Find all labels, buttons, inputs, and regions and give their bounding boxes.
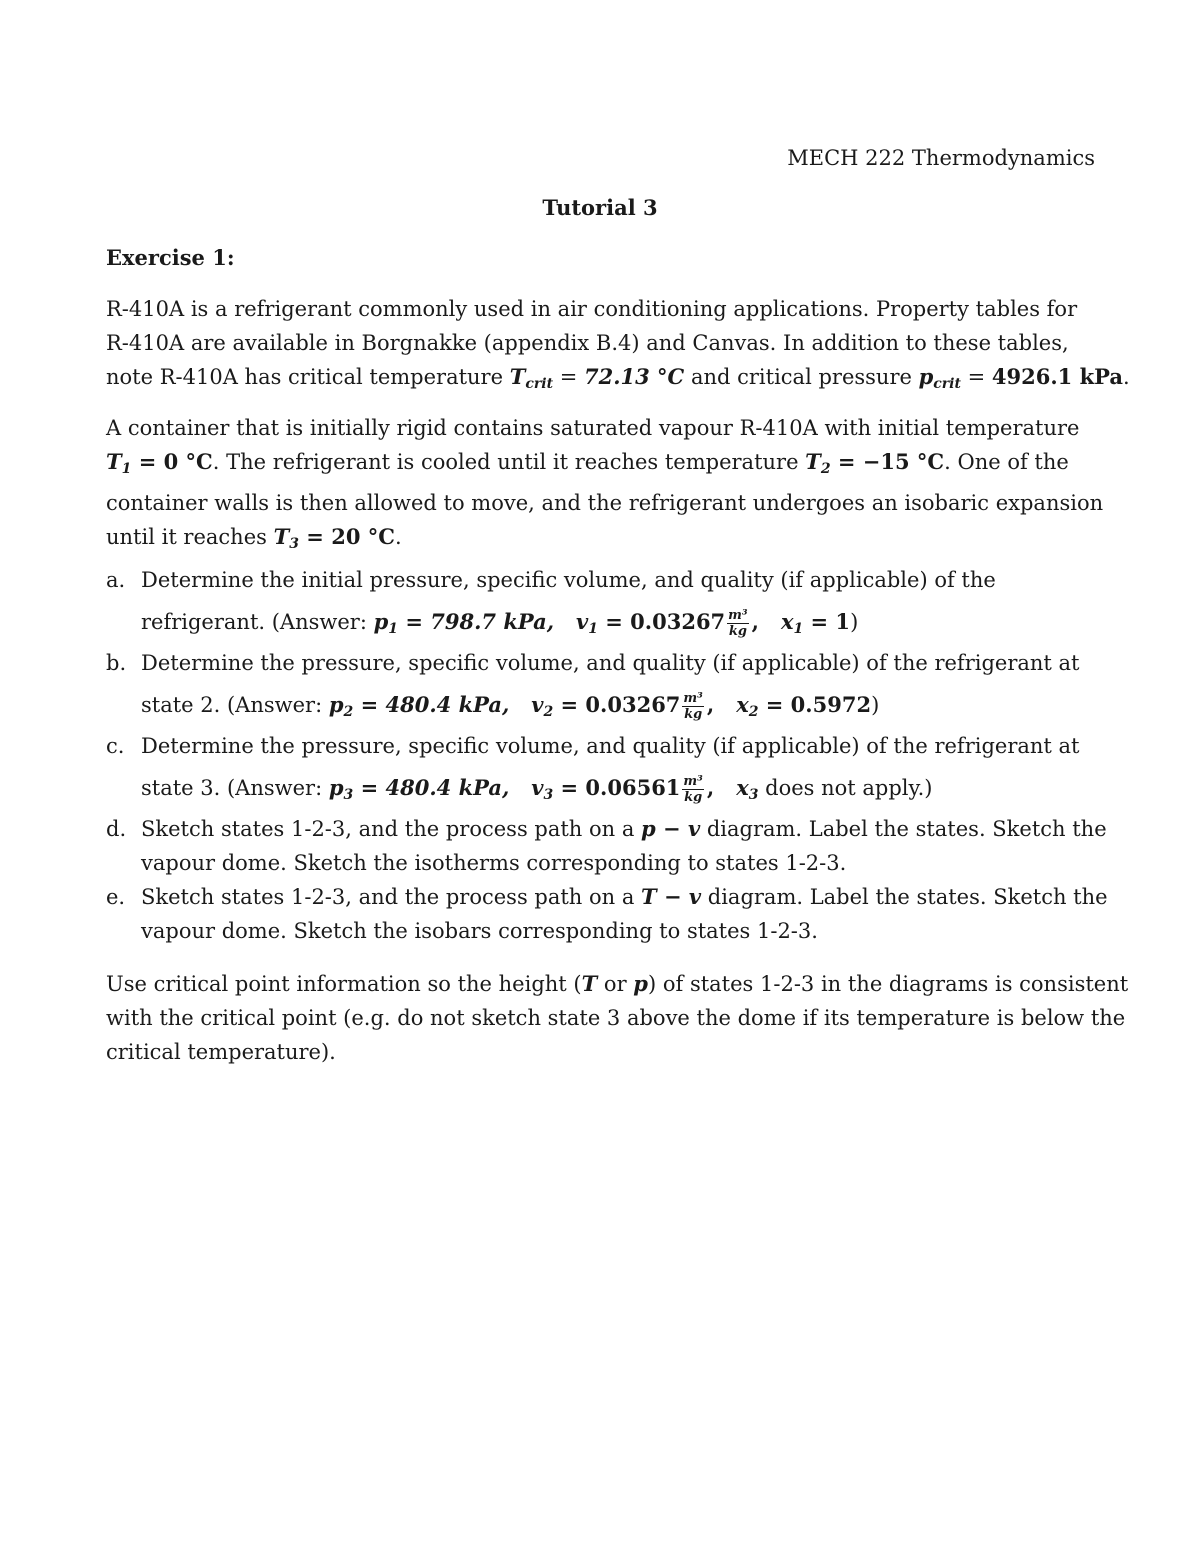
quality-value: = 1	[803, 609, 851, 634]
part-line-1: Determine the initial pressure, specific volume, and quality (if applicable) of the	[141, 568, 996, 592]
note-text: ) of states 1-2-3 in the diagrams is consistent	[647, 972, 1129, 996]
quality-symbol: x	[780, 609, 794, 634]
page-title: Tutorial 3	[542, 195, 658, 220]
part-text: Sketch states 1-2-3, and the process path on a	[141, 885, 642, 909]
volume-subscript: 3	[543, 787, 554, 803]
unit-denominator: kg	[684, 707, 703, 722]
quality-subscript: 2	[748, 704, 759, 720]
list-item	[106, 729, 1096, 812]
volume-symbol: v	[531, 692, 544, 717]
t1-symbol: T	[106, 449, 122, 474]
quality-symbol: x	[736, 775, 749, 800]
pressure-subscript: 2	[343, 704, 354, 720]
answer-end: does not apply.)	[758, 776, 933, 800]
setup-line-4	[106, 520, 1096, 561]
tcrit-value: 72.13 °C	[583, 364, 685, 389]
pcrit-symbol: p	[918, 364, 934, 389]
setup-line-2	[106, 445, 1096, 486]
tcrit-subscript: crit	[525, 376, 554, 392]
setup-paragraph	[106, 411, 1104, 561]
volume-unit-fraction	[682, 691, 703, 722]
setup-text: . One of the	[944, 450, 1069, 474]
t1-subscript: 1	[121, 461, 132, 477]
pressure-subscript: 1	[388, 621, 399, 637]
note-line-2: with the critical point (e.g. do not sketch state 3 above the dome if its temperature is below the	[106, 1006, 1126, 1030]
answer-end: )	[871, 693, 880, 717]
pcrit-subscript: crit	[933, 376, 961, 392]
unit-denominator: kg	[728, 624, 747, 639]
pressure-symbol: p	[373, 609, 389, 634]
part-text: Sketch states 1-2-3, and the process path on a	[141, 817, 642, 841]
unit-denominator: kg	[684, 790, 703, 805]
note-line-1	[106, 967, 1129, 1001]
volume-unit-fraction	[682, 774, 703, 805]
parts-list	[106, 563, 1108, 948]
part-line-2: vapour dome. Sketch the isobars corresponding to states 1-2-3.	[141, 919, 818, 943]
part-marker: d.	[106, 817, 127, 841]
pressure-symbol: p	[633, 971, 648, 996]
intro-line-1: R-410A is a refrigerant commonly used in air conditioning applications. Property tables for	[106, 297, 1078, 321]
setup-line-3: container walls is then allowed to move, and the refrigerant undergoes an isobaric expansion	[106, 491, 1104, 515]
part-line-2: vapour dome. Sketch the isotherms corresponding to states 1-2-3.	[141, 851, 847, 875]
note-text: or	[597, 972, 634, 996]
quality-value: = 0.5972	[758, 692, 872, 717]
volume-value: = 0.03267	[553, 692, 681, 717]
answer-prefix: state 2. (Answer:	[141, 693, 329, 717]
part-answer-line: state 3. (Answer: $p_3 = 480.4$ kPa, $v_3 = 0.06561$ $\frac{\text{m³}}{kg}$ , $x_3$ does not apply.)	[141, 774, 933, 805]
t1-value: = 0 °C	[131, 449, 213, 474]
list-item	[106, 646, 1096, 729]
quality-symbol: x	[736, 692, 749, 717]
part-marker: a.	[106, 568, 126, 592]
setup-text: until it reaches	[106, 525, 274, 549]
pressure-subscript: 3	[343, 787, 354, 803]
unit-numerator: m³	[728, 608, 748, 623]
part-line-1: Determine the pressure, specific volume, and quality (if applicable) of the refrigerant at	[141, 734, 1080, 758]
t2-symbol: T	[805, 449, 821, 474]
answer-end: )	[850, 610, 859, 634]
quality-subscript: 3	[748, 787, 759, 803]
tcrit-equals: =	[553, 365, 584, 389]
intro-line-2: R-410A are available in Borgnakke (appendix B.4) and Canvas. In addition to these tables,	[106, 331, 1069, 355]
pressure-symbol: p	[328, 692, 344, 717]
volume-subscript: 1	[588, 621, 598, 637]
t2-value: = −15 °C	[830, 449, 945, 474]
intro-line-3	[106, 360, 1130, 401]
pressure-value: = 798.7 kPa,	[398, 609, 555, 634]
list-item	[106, 812, 1107, 880]
setup-text: .	[394, 525, 402, 549]
course-name: MECH 222 Thermodynamics	[787, 146, 1095, 170]
list-item	[106, 880, 1108, 948]
unit-numerator: m³	[683, 691, 703, 706]
part-marker: b.	[106, 651, 127, 675]
volume-value: = 0.03267	[597, 609, 726, 634]
volume-symbol: v	[576, 609, 589, 634]
list-item	[106, 563, 1096, 646]
part-line-1: Determine the pressure, specific volume, and quality (if applicable) of the refrigerant at	[141, 651, 1080, 675]
volume-unit-fraction	[727, 608, 748, 639]
t3-symbol: T	[273, 524, 290, 549]
intro-text: note R-410A has critical temperature	[106, 365, 510, 389]
part-answer-line: refrigerant. (Answer: $p_1 = 798.7$ kPa, $v_1 = 0.03267$ $\frac{\text{m³}}{kg}$ , $x_1 = 1$)	[141, 608, 859, 639]
part-text: diagram. Label the states. Sketch the	[701, 885, 1108, 909]
t2-subscript: 2	[820, 461, 831, 477]
diagram-label: p − v	[641, 816, 701, 841]
setup-line-1: A container that is initially rigid contains saturated vapour R-410A with initial temperature	[106, 416, 1080, 440]
volume-symbol: v	[531, 775, 544, 800]
volume-value: = 0.06561	[553, 775, 681, 800]
pcrit-equals: =	[960, 365, 992, 389]
pressure-value: = 480.4 kPa,	[353, 692, 510, 717]
quality-subscript: 1	[793, 621, 804, 637]
exercise-heading: Exercise 1:	[106, 245, 235, 270]
pcrit-value: 4926.1 kPa	[991, 364, 1123, 389]
note-text: Use critical point information so the height (	[106, 972, 582, 996]
temperature-symbol: T	[581, 971, 598, 996]
note-paragraph	[106, 967, 1129, 1069]
part-marker: c.	[106, 734, 125, 758]
intro-text: .	[1123, 365, 1130, 389]
tcrit-symbol: T	[509, 364, 526, 389]
volume-subscript: 2	[543, 704, 554, 720]
part-answer-line: state 2. (Answer: $p_2 = 480.4$ kPa, $v_2 = 0.03267$ $\frac{\text{m³}}{kg}$ , $x_2 = 0.5972$)	[141, 691, 880, 722]
t3-subscript: 3	[289, 536, 299, 552]
part-line-1	[141, 812, 1107, 846]
pressure-value: = 480.4 kPa,	[353, 775, 510, 800]
t3-value: = 20 °C	[298, 524, 395, 549]
answer-prefix: refrigerant. (Answer:	[141, 610, 374, 634]
part-text: diagram. Label the states. Sketch the	[700, 817, 1107, 841]
part-line-1	[141, 880, 1108, 914]
intro-paragraph	[106, 292, 1130, 401]
part-marker: e.	[106, 885, 126, 909]
setup-text: . The refrigerant is cooled until it reaches temperature	[212, 450, 806, 474]
pressure-symbol: p	[328, 775, 344, 800]
intro-text: and critical pressure	[684, 365, 919, 389]
unit-numerator: m³	[683, 774, 703, 789]
note-line-3: critical temperature).	[106, 1040, 336, 1064]
answer-prefix: state 3. (Answer:	[141, 776, 329, 800]
diagram-label: T − v	[641, 884, 702, 909]
